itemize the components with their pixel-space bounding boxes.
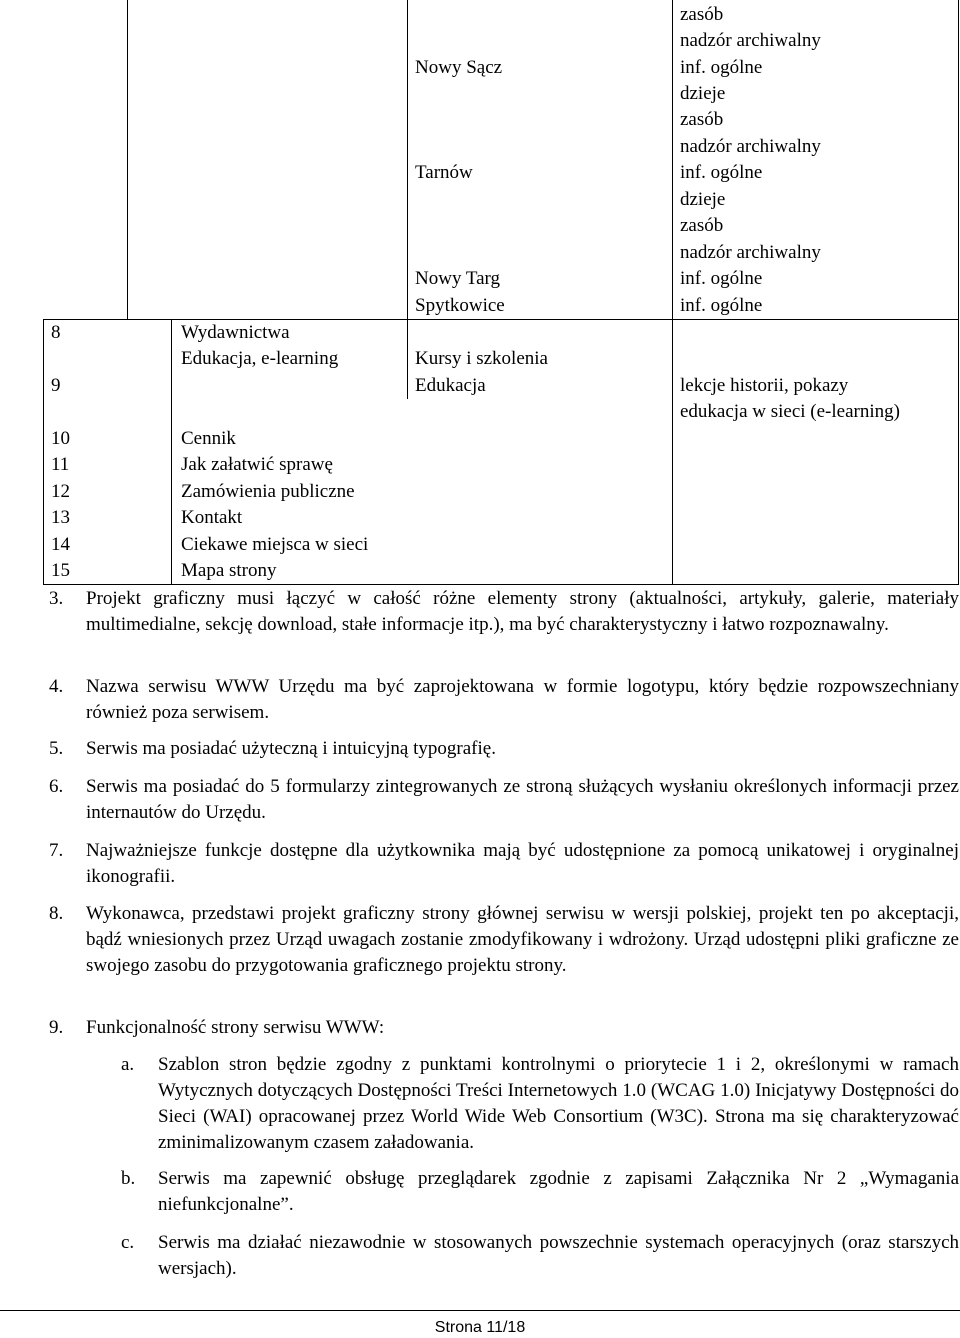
sub-list-item xyxy=(121,1166,959,1218)
list-item-number: 8. xyxy=(49,903,64,924)
subsection-cell: Edukacja xyxy=(415,375,486,396)
subsection-cell: Kursy i szkolenia xyxy=(415,348,548,369)
sub-list-item-text: Szablon stron będzie zgodny z punktami kontrolnymi o priorytecie 1 i 2, określonymi w ramach Wytycznych dotyczących Dostępności Treści Internetowych 1.0 (WCAG 1.0) Inicjatywy Dostępności do Sieci (WAI) opracowanej przez World Wide Web Consortium (W3C). Strona ma się charakteryzować zminimalizowanym czasem załadowania. xyxy=(158,1054,959,1153)
city-cell: Nowy Sącz xyxy=(415,57,503,78)
section-number: 10 xyxy=(51,428,70,449)
section-number: 11 xyxy=(51,454,70,475)
area-cell: lekcje historii, pokazy xyxy=(680,375,849,396)
section-label: Cennik xyxy=(181,428,236,449)
sub-list-item-letter: c. xyxy=(121,1232,135,1253)
area-cell: nadzór archiwalny xyxy=(680,242,821,263)
area-cell: zasób xyxy=(680,109,724,130)
section-number: 13 xyxy=(51,507,70,528)
list-item-number: 9. xyxy=(49,1017,64,1038)
list-item xyxy=(49,901,959,979)
area-cell: inf. ogólne xyxy=(680,57,763,78)
table-border-left xyxy=(127,0,128,319)
list-item xyxy=(49,838,959,890)
area-cell: inf. ogólne xyxy=(680,162,763,183)
area-cell: dzieje xyxy=(680,83,726,104)
table-border-right xyxy=(958,0,959,585)
list-item-number: 5. xyxy=(49,738,64,759)
list-item-text: Serwis ma posiadać do 5 formularzy zintegrowanych ze stroną służących wysłaniu określonych informacji przez internautów do Urzędu. xyxy=(86,776,959,823)
footer-rule xyxy=(0,1310,960,1311)
list-item xyxy=(49,586,959,638)
section-number: 14 xyxy=(51,534,70,555)
list-item-number: 7. xyxy=(49,840,64,861)
sub-list-item-letter: a. xyxy=(121,1054,135,1075)
table-border-left xyxy=(43,319,44,585)
city-cell: Nowy Targ xyxy=(415,268,501,289)
list-item xyxy=(49,1015,959,1041)
table-row-divider xyxy=(43,584,959,585)
list-item-text: Serwis ma posiadać użyteczną i intuicyjną typografię. xyxy=(86,738,496,759)
section-number: 8 xyxy=(51,322,61,343)
area-cell: inf. ogólne xyxy=(680,295,763,316)
table-divider-sub xyxy=(407,0,408,345)
sub-list-item-text: Serwis ma działać niezawodnie w stosowanych powszechnie systemach operacyjnych (oraz starszych wersjach). xyxy=(158,1232,959,1279)
section-label: Mapa strony xyxy=(181,560,277,581)
section-number: 9 xyxy=(51,375,61,396)
section-label: Jak załatwić sprawę xyxy=(181,454,333,475)
page-number: Strona 11/18 xyxy=(434,1319,526,1336)
area-cell: edukacja w sieci (e-learning) xyxy=(680,401,900,422)
list-item-text: Projekt graficzny musi łączyć w całość różne elementy strony (aktualności, artykuły, galerie, materiały multimedialne, sekcję download, stałe informacje itp.), ma być charakterystyczny i łatwo rozpoznawalny. xyxy=(86,588,959,635)
section-label: Wydawnictwa xyxy=(181,322,290,343)
area-cell: zasób xyxy=(680,4,724,25)
section-number: 15 xyxy=(51,560,70,581)
list-item-number: 6. xyxy=(49,776,64,797)
area-cell: nadzór archiwalny xyxy=(680,136,821,157)
sub-list-item-text: Serwis ma zapewnić obsługę przeglądarek zgodnie z zapisami Załącznika Nr 2 „Wymagania niefunkcjonalne”. xyxy=(158,1168,959,1215)
list-item-text: Wykonawca, przedstawi projekt graficzny strony głównej serwisu w wersji polskiej, projekt ten po akceptacji, bądź wniesionych przez Urząd uwagach zostanie zmodyfikowany i wdrożony. Urząd udostępni pliki graficzne ze swojego zasobu do przygotowania graficznego projektu strony. xyxy=(86,903,959,976)
area-cell: nadzór archiwalny xyxy=(680,30,821,51)
section-label: Kontakt xyxy=(181,507,243,528)
sub-list-item xyxy=(121,1230,959,1282)
table-divider-sub xyxy=(407,345,408,399)
section-number: 12 xyxy=(51,481,70,502)
sub-list-item-letter: b. xyxy=(121,1168,136,1189)
list-item xyxy=(49,736,959,762)
sub-list-item xyxy=(121,1052,959,1156)
city-cell: Spytkowice xyxy=(415,295,505,316)
list-item xyxy=(49,774,959,826)
area-cell: inf. ogólne xyxy=(680,268,763,289)
list-item xyxy=(49,674,959,726)
section-label: Edukacja, e-learning xyxy=(181,348,339,369)
section-label: Ciekawe miejsca w sieci xyxy=(181,534,369,555)
section-label: Zamówienia publiczne xyxy=(181,481,355,502)
area-cell: dzieje xyxy=(680,189,726,210)
list-item-number: 4. xyxy=(49,676,64,697)
list-item-text: Najważniejsze funkcje dostępne dla użytkownika mają być udostępnione za pomocą unikatowej i oryginalnej ikonografii. xyxy=(86,840,959,887)
list-item-text: Funkcjonalność strony serwisu WWW: xyxy=(86,1017,385,1038)
table-divider-area xyxy=(672,0,673,585)
list-item-text: Nazwa serwisu WWW Urzędu ma być zaprojektowana w formie logotypu, który będzie rozpowszechniany również poza serwisem. xyxy=(86,676,959,723)
area-cell: zasób xyxy=(680,215,724,236)
city-cell: Tarnów xyxy=(415,162,473,183)
table-divider-num xyxy=(171,319,172,585)
list-item-number: 3. xyxy=(49,588,64,609)
